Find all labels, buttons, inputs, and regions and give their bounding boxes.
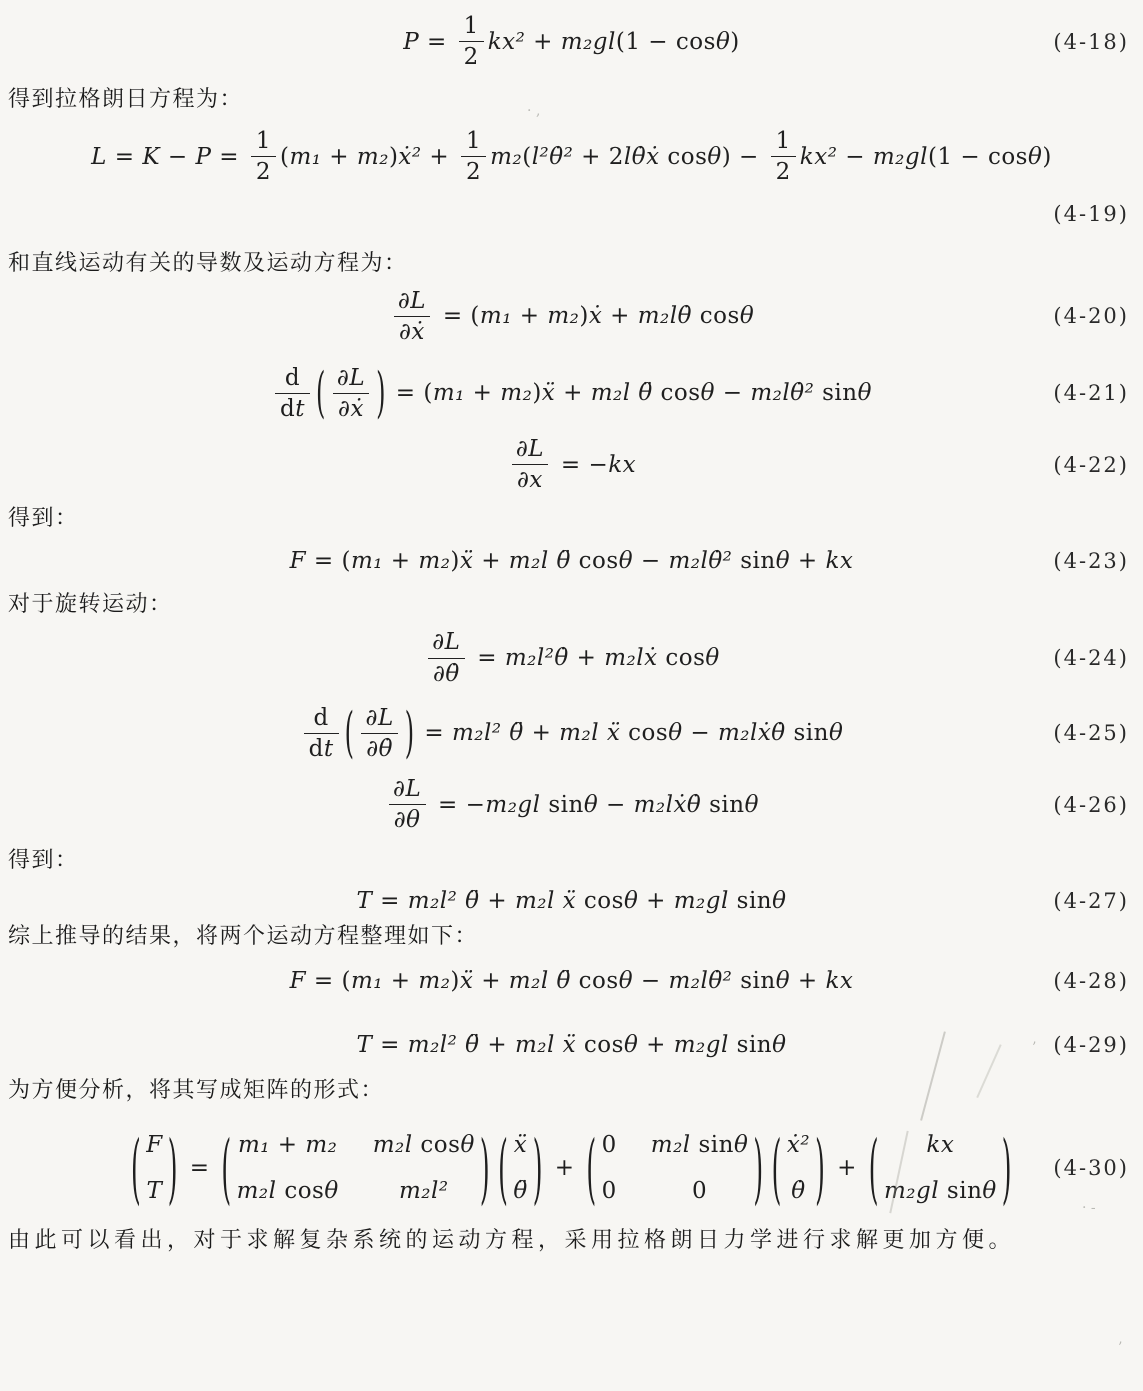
equation-4-23: F = ( m₁ + m₂ ) ẍ + m₂l θ̈ cos θ − m₂lθ̇² sin θ + kx [289,548,854,575]
equation-row-4-30 [0,1124,1143,1213]
equation-4-27: T = m₂l² θ̈ + m₂l ẍ cos θ + m₂gl sin θ [356,888,787,915]
text-derive-lagrange: 得到拉格朗日方程为： [8,87,244,113]
text-summary: 综上推导的结果，将两个运动方程整理如下： [8,924,479,950]
equation-4-25: d d t ( ∂ L ∂ θ̇ ) = m₂l² θ̈ + m₂l ẍ cos θ − m₂lẋθ̇ sin θ [300,706,844,761]
equation-row-4-26 [0,777,1143,832]
equation-row-4-29 [0,1032,1143,1058]
equation-4-20: ∂ L ∂ ẋ = ( m₁ + m₂ ) ẋ + m₂lθ̇ cos θ [389,289,754,344]
scan-artifact: ’ [1118,1340,1123,1356]
equation-4-24: ∂ L ∂ θ̇ = m₂l²θ̇ + m₂lẋ cos θ [423,630,720,685]
equation-row-4-27 [0,888,1143,914]
text-linear-motion: 和直线运动有关的导数及运动方程为： [8,250,408,276]
equation-row-4-19 [0,129,1143,184]
equation-number-4-20: (4-20) [1053,304,1129,329]
equation-4-21: d d t ( ∂ L ∂ ẋ ) = ( m₁ + m₂ ) ẍ + m₂l θ̈ cos θ − m₂lθ̇² sin θ [271,366,872,421]
equation-number-4-24: (4-24) [1053,646,1129,671]
equation-number-4-30: (4-30) [1053,1156,1129,1181]
equation-number-line-4-19 [0,201,1143,227]
equation-number-4-21: (4-21) [1053,381,1129,406]
text-rotation: 对于旋转运动： [8,592,173,618]
equation-4-22: ∂ L ∂ x = − kx [507,437,636,492]
equation-number-4-19: (4-19) [1053,201,1129,226]
equation-number-4-23: (4-23) [1053,549,1129,574]
equation-4-30: ( F T ) = ( m₁ + m₂ m₂l cos θ m₂l cos θ m₂l² ) ( ẍ θ̈ ) + ( 0 m₂l sin θ 0 0 ) ( ẋ² θ̇ ) + ( kx m₂gl sin θ ) [130,1124,1013,1213]
equation-4-18: P = $\frac{1}{2}$ kx² + m₂gl (1 − cos θ ) [403,13,740,71]
equation-number-4-27: (4-27) [1053,889,1129,914]
scan-artifact: · ‚ [527,103,541,119]
equation-row-4-23 [0,548,1143,574]
equation-4-26: ∂ L ∂ θ = − m₂gl sin θ − m₂lẋθ̇ sin θ [384,777,759,832]
equation-row-4-21 [0,361,1143,425]
equation-row-4-22 [0,437,1143,492]
equation-row-4-25 [0,701,1143,765]
text-matrix-form: 为方便分析，将其写成矩阵的形式： [8,1078,385,1104]
equation-row-4-24 [0,630,1143,685]
scan-artifact: · - [1082,1200,1096,1216]
equation-number-4-22: (4-22) [1053,452,1129,477]
equation-row-4-20 [0,289,1143,344]
equation-number-4-26: (4-26) [1053,792,1129,817]
equation-number-4-18: (4-18) [1053,29,1129,54]
text-conclusion: 由此可以看出，对于求解复杂系统的运动方程，采用拉格朗日力学进行求解更加方便。 [8,1228,1016,1254]
text-obtain-2: 得到： [8,848,79,874]
equation-4-29: T = m₂l² θ̈ + m₂l ẍ cos θ + m₂gl sin θ [356,1032,787,1059]
equation-row-4-28 [0,968,1143,994]
equation-4-19: L = K − P = $\frac{1}{2}$ ( m₁ + m₂ ) ẋ² + $\frac{1}{2}$ m₂ ( l²θ̇² + 2 lθ̇ẋ cos θ ) − $\frac{1}{2}$ kx² − m₂gl (1 − cos θ ) [91,128,1052,186]
equation-row-4-18 [0,14,1143,69]
equation-number-4-29: (4-29) [1053,1033,1129,1058]
equation-4-28: F = ( m₁ + m₂ ) ẍ + m₂l θ̈ cos θ − m₂lθ̇² sin θ + kx [289,968,854,995]
text-obtain-1: 得到： [8,506,79,532]
scan-artifact: ’ [1032,1040,1037,1056]
equation-number-4-28: (4-28) [1053,969,1129,994]
equation-number-4-25: (4-25) [1053,721,1129,746]
